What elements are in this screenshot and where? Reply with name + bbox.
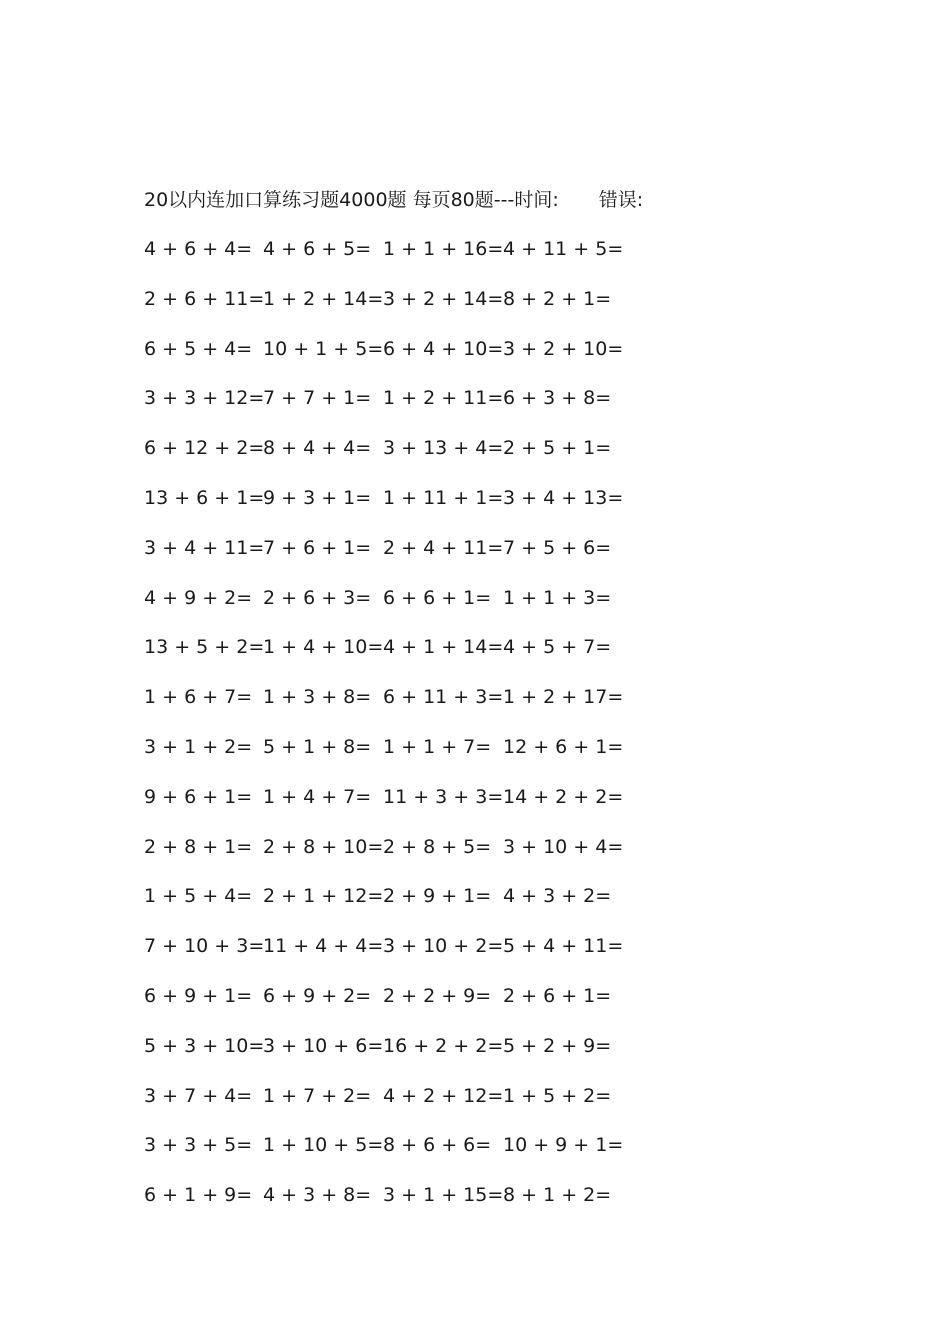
problem-item: 1 + 11 + 1=	[383, 487, 504, 509]
problem-item: 8 + 6 + 6=	[383, 1134, 492, 1157]
problem-item: 3 + 10 + 6=	[263, 1034, 384, 1057]
problem-item: 4 + 9 + 2=	[144, 586, 253, 609]
problem-item: 6 + 12 + 2=	[144, 437, 265, 460]
problem-item: 2 + 1 + 12=	[263, 885, 384, 908]
problem-item: 6 + 11 + 3=	[383, 686, 504, 709]
problem-row	[0, 534, 950, 562]
problem-row	[0, 633, 950, 661]
problem-row	[0, 484, 950, 512]
problem-item: 2 + 4 + 11=	[383, 536, 504, 559]
problem-item: 1 + 4 + 7=	[263, 785, 372, 808]
problem-item: 9 + 3 + 1=	[263, 487, 372, 509]
problem-item: 6 + 4 + 10=	[383, 337, 504, 360]
problem-item: 6 + 3 + 8=	[503, 387, 612, 410]
problem-item: 4 + 6 + 5=	[263, 238, 372, 260]
problem-item: 7 + 6 + 1=	[263, 536, 372, 559]
problem-item: 8 + 2 + 1=	[503, 287, 612, 310]
problem-item: 1 + 3 + 8=	[263, 686, 372, 709]
problem-row	[0, 783, 950, 811]
problem-item: 3 + 7 + 4=	[144, 1084, 253, 1107]
problem-item: 1 + 1 + 7=	[383, 736, 492, 758]
problem-item: 1 + 6 + 7=	[144, 686, 253, 709]
problem-row	[0, 384, 950, 412]
problem-item: 13 + 6 + 1=	[144, 487, 265, 509]
problem-item: 1 + 7 + 2=	[263, 1084, 372, 1107]
problem-item: 5 + 2 + 9=	[503, 1034, 612, 1057]
problem-item: 2 + 8 + 1=	[144, 835, 253, 858]
problem-row	[0, 1181, 950, 1209]
problem-item: 3 + 1 + 2=	[144, 736, 253, 758]
problem-item: 4 + 3 + 8=	[263, 1184, 372, 1207]
problem-item: 14 + 2 + 2=	[503, 785, 624, 808]
problem-item: 3 + 4 + 13=	[503, 487, 624, 509]
problem-item: 4 + 1 + 14=	[383, 636, 504, 659]
problem-item: 3 + 1 + 15=	[383, 1184, 504, 1207]
problem-item: 1 + 1 + 16=	[383, 238, 504, 260]
problem-item: 2 + 8 + 10=	[263, 835, 384, 858]
problem-item: 2 + 6 + 11=	[144, 287, 265, 310]
errors-label: 错误:	[598, 189, 644, 211]
problem-item: 10 + 1 + 5=	[263, 337, 384, 360]
problem-item: 2 + 8 + 5=	[383, 835, 492, 858]
problem-row	[0, 733, 950, 761]
problem-item: 9 + 6 + 1=	[144, 785, 253, 808]
problem-item: 3 + 2 + 10=	[503, 337, 624, 360]
problem-item: 7 + 7 + 1=	[263, 387, 372, 410]
problem-item: 1 + 4 + 10=	[263, 636, 384, 659]
problem-item: 3 + 4 + 11=	[144, 536, 265, 559]
problem-item: 6 + 6 + 1=	[383, 586, 492, 609]
problem-item: 10 + 9 + 1=	[503, 1134, 624, 1157]
problem-item: 8 + 4 + 4=	[263, 437, 372, 460]
problem-item: 4 + 2 + 12=	[383, 1084, 504, 1107]
problem-row	[0, 285, 950, 313]
problem-row	[0, 1082, 950, 1110]
problem-item: 4 + 6 + 4=	[144, 238, 253, 260]
problem-item: 2 + 2 + 9=	[383, 985, 492, 1007]
problem-row	[0, 982, 950, 1010]
problem-item: 3 + 3 + 12=	[144, 387, 265, 410]
problem-item: 2 + 6 + 3=	[263, 586, 372, 609]
problem-item: 6 + 9 + 2=	[263, 985, 372, 1007]
problem-item: 13 + 5 + 2=	[144, 636, 265, 659]
problem-item: 11 + 3 + 3=	[383, 785, 504, 808]
problem-item: 5 + 1 + 8=	[263, 736, 372, 758]
problem-row	[0, 683, 950, 711]
problem-item: 5 + 3 + 10=	[144, 1034, 265, 1057]
problem-item: 7 + 10 + 3=	[144, 935, 265, 958]
problem-item: 1 + 2 + 17=	[503, 686, 624, 709]
worksheet-header	[144, 186, 643, 214]
problem-item: 3 + 10 + 2=	[383, 935, 504, 958]
problem-item: 1 + 1 + 3=	[503, 586, 612, 609]
problem-row	[0, 932, 950, 960]
problem-item: 2 + 6 + 1=	[503, 985, 612, 1007]
problem-item: 2 + 9 + 1=	[383, 885, 492, 908]
problem-item: 4 + 3 + 2=	[503, 885, 612, 908]
problem-row	[0, 235, 950, 263]
problem-item: 4 + 11 + 5=	[503, 238, 624, 260]
problem-row	[0, 434, 950, 462]
problem-item: 3 + 2 + 14=	[383, 287, 504, 310]
problem-item: 3 + 3 + 5=	[144, 1134, 253, 1157]
problem-item: 5 + 4 + 11=	[503, 935, 624, 958]
problem-item: 2 + 5 + 1=	[503, 437, 612, 460]
problem-row	[0, 1131, 950, 1159]
problem-item: 16 + 2 + 2=	[383, 1034, 504, 1057]
problem-item: 6 + 5 + 4=	[144, 337, 253, 360]
problem-row	[0, 1032, 950, 1060]
problem-item: 1 + 10 + 5=	[263, 1134, 384, 1157]
problem-row	[0, 335, 950, 363]
problem-row	[0, 833, 950, 861]
problem-row	[0, 882, 950, 910]
problem-item: 1 + 5 + 4=	[144, 885, 253, 908]
problem-item: 3 + 10 + 4=	[503, 835, 624, 858]
problem-item: 12 + 6 + 1=	[503, 736, 624, 758]
problem-item: 8 + 1 + 2=	[503, 1184, 612, 1207]
problem-item: 1 + 2 + 11=	[383, 387, 504, 410]
problem-item: 3 + 13 + 4=	[383, 437, 504, 460]
problem-item: 11 + 4 + 4=	[263, 935, 384, 958]
problem-item: 1 + 5 + 2=	[503, 1084, 612, 1107]
problem-item: 4 + 5 + 7=	[503, 636, 612, 659]
problem-item: 6 + 9 + 1=	[144, 985, 253, 1007]
problem-item: 7 + 5 + 6=	[503, 536, 612, 559]
problem-row	[0, 584, 950, 612]
problem-item: 6 + 1 + 9=	[144, 1184, 253, 1207]
worksheet-title: 20以内连加口算练习题4000题 每页80题---时间:	[144, 189, 559, 211]
problem-item: 1 + 2 + 14=	[263, 287, 384, 310]
